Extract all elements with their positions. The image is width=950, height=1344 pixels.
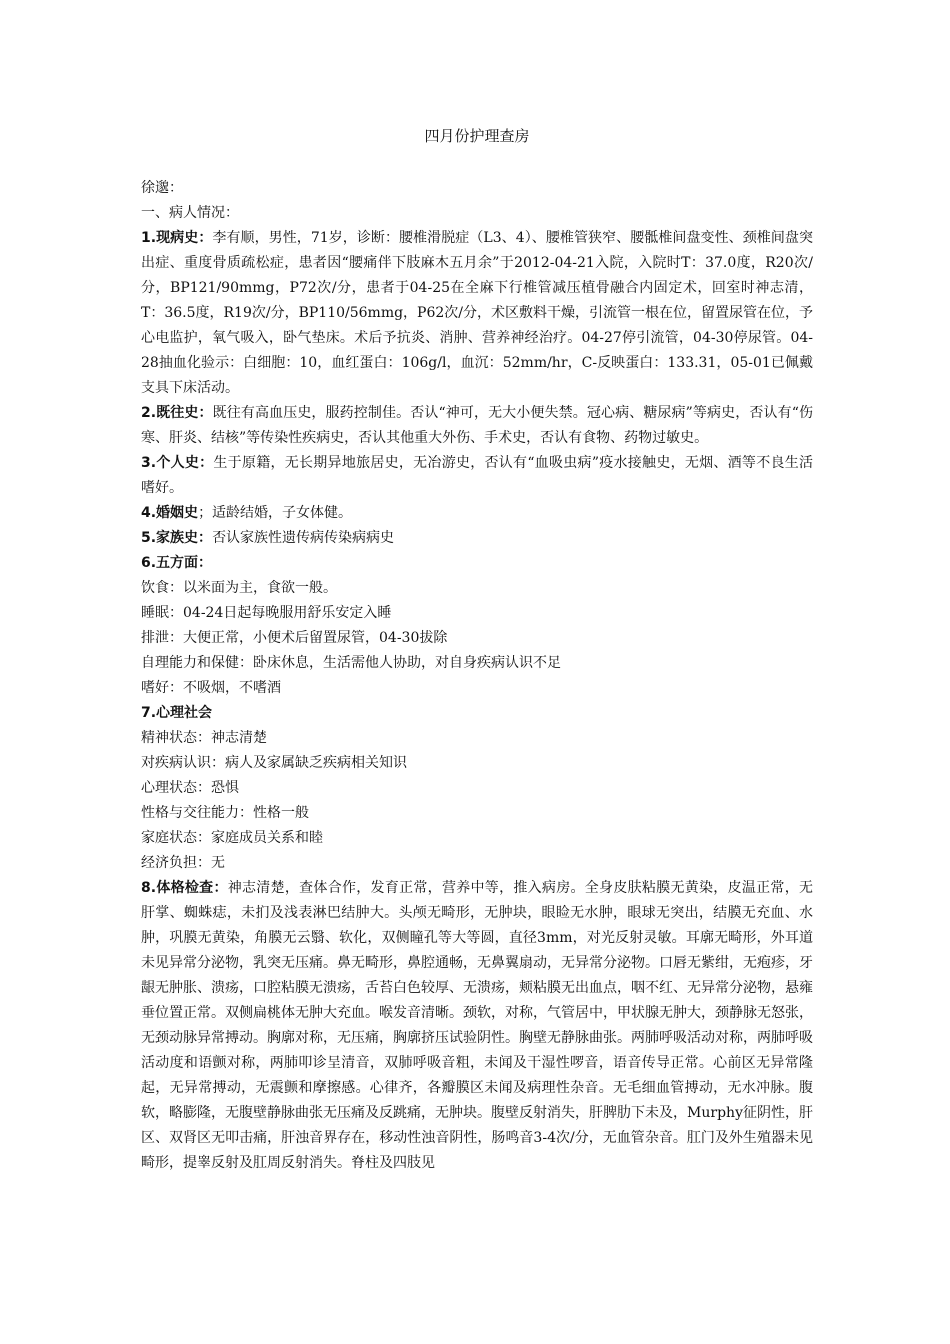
section-heading: 一、病人情况： — [141, 205, 239, 221]
five-aspects-excretion: 排泄：大便正常，小便术后留置尿管，04-30拔除 — [141, 630, 448, 646]
psychosocial-mood: 心理状态：恐惧 — [141, 780, 239, 796]
five-aspects-diet: 饮食：以米面为主，食欲一般。 — [141, 580, 337, 596]
five-aspects-self-care: 自理能力和保健：卧床休息，生活需他人协助，对自身疾病认识不足 — [141, 655, 561, 671]
present-history-text: 李有顺，男性，71岁，诊断：腰椎滑脱症（L3、4）、腰椎管狭窄、腰骶椎间盘变性、颈椎间盘突出症、重度骨质疏松症，患者因“腰痛伴下肢麻木五月余”于2012-04-21入院，入院时T：37.0度，R20次/分，BP121/90mmg，P72次/分，患者于04-25在全麻下行椎管减压植骨融合内固定术，回室时神志清，T：36.5度，R19次/分，BP110/56mmg，P62次/分，术区敷料干燥，引流管一根在位，留置尿管在位，予心电监护，氧气吸入，卧气垫床。术后予抗炎、消肿、营养神经治疗。04-27停引流管，04-30停尿管。04-28抽血化验示：白细胞：10，血红蛋白：106g/l，血沉：52mm/hr，C-反映蛋白：133.31，05-01已佩戴支具下床活动。 — [141, 230, 814, 396]
physical-exam-label: 8.体格检查： — [141, 880, 228, 896]
past-history-label: 2.既往史： — [141, 405, 213, 421]
family-history-label: 5.家族史： — [141, 530, 213, 546]
personal-history-label: 3.个人史： — [141, 455, 214, 471]
psychosocial-heading: 7.心理社会 — [141, 705, 213, 721]
family-history — [141, 526, 813, 551]
document-title: 四月份护理查房 — [424, 127, 530, 145]
psychosocial-finance: 经济负担：无 — [141, 855, 225, 871]
present-history-label: 1.现病史： — [141, 230, 213, 246]
past-history — [141, 401, 813, 451]
family-history-text: 否认家族性遗传病传染病病史 — [212, 530, 395, 546]
document-page — [141, 124, 813, 1176]
psychosocial-mental: 精神状态：神志清楚 — [141, 730, 267, 746]
marriage-history-label: 4.婚姻史 — [141, 505, 199, 521]
physical-exam — [141, 876, 813, 1176]
salutation: 徐邈： — [141, 180, 183, 196]
personal-history-text: 生于原籍，无长期异地旅居史，无冶游史，否认有“血吸虫病”疫水接触史，无烟、酒等不良生活嗜好。 — [141, 455, 814, 496]
past-history-text: 既往有高血压史，服药控制佳。否认“神可，无大小便失禁。冠心病、糖尿病”等病史，否认有“伤寒、肝炎、结核”等传染性疾病史，否认其他重大外伤、手术史，否认有食物、药物过敏史。 — [141, 405, 813, 446]
psychosocial-family: 家庭状态：家庭成员关系和睦 — [141, 830, 323, 846]
physical-exam-text: 神志清楚，查体合作，发育正常，营养中等，推入病房。全身皮肤粘膜无黄染，皮温正常，无肝掌、蜘蛛痣，未扪及浅表淋巴结肿大。头颅无畸形，无肿块，眼睑无水肿，眼球无突出，结膜无充血、水肿，巩膜无黄染，角膜无云翳、软化，双侧瞳孔等大等圆，直径3mm，对光反射灵敏。耳廓无畸形，外耳道未见异常分泌物，乳突无压痛。鼻无畸形，鼻腔通畅，无鼻翼扇动，无异常分泌物。口唇无紫绀，无疱疹，牙龈无肿胀、溃疡，口腔粘膜无溃疡，舌苔白色较厚、无溃疡，颊粘膜无出血点，咽不红、无异常分泌物，悬雍垂位置正常。双侧扁桃体无肿大充血。喉发音清晰。颈软，对称，气管居中，甲状腺无肿大，颈静脉无怒张，无颈动脉异常搏动。胸廓对称，无压痛，胸廓挤压试验阴性。胸壁无静脉曲张。两肺呼吸活动对称，两肺呼吸活动度和语颤对称，两肺叩诊呈清音，双肺呼吸音粗，未闻及干湿性啰音，语音传导正常。心前区无异常隆起，无异常搏动，无震颤和摩擦感。心律齐，各瓣膜区未闻及病理性杂音。无毛细血管搏动，无水冲脉。腹软，略膨隆，无腹壁静脉曲张无压痛及反跳痛，无肿块。腹壁反射消失，肝脾肋下未及，Murphy征阴性，肝区、双肾区无叩击痛，肝浊音界存在，移动性浊音阴性，肠鸣音3-4次/分，无血管杂音。肛门及外生殖器未见畸形，提睾反射及肛周反射消失。脊柱及四肢见 — [141, 880, 813, 1171]
five-aspects-habits: 嗜好：不吸烟，不嗜酒 — [141, 680, 281, 696]
psychosocial-personality: 性格与交往能力：性格一般 — [141, 805, 309, 821]
five-aspects-sleep: 睡眠：04-24日起每晚服用舒乐安定入睡 — [141, 605, 392, 621]
personal-history — [141, 451, 813, 501]
marriage-history — [141, 501, 813, 526]
five-aspects-heading: 6.五方面： — [141, 555, 213, 571]
marriage-history-text: ；适龄结婚，子女体健。 — [198, 505, 353, 521]
psychosocial-disease-awareness: 对疾病认识：病人及家属缺乏疾病相关知识 — [141, 755, 407, 771]
present-history — [141, 226, 813, 401]
